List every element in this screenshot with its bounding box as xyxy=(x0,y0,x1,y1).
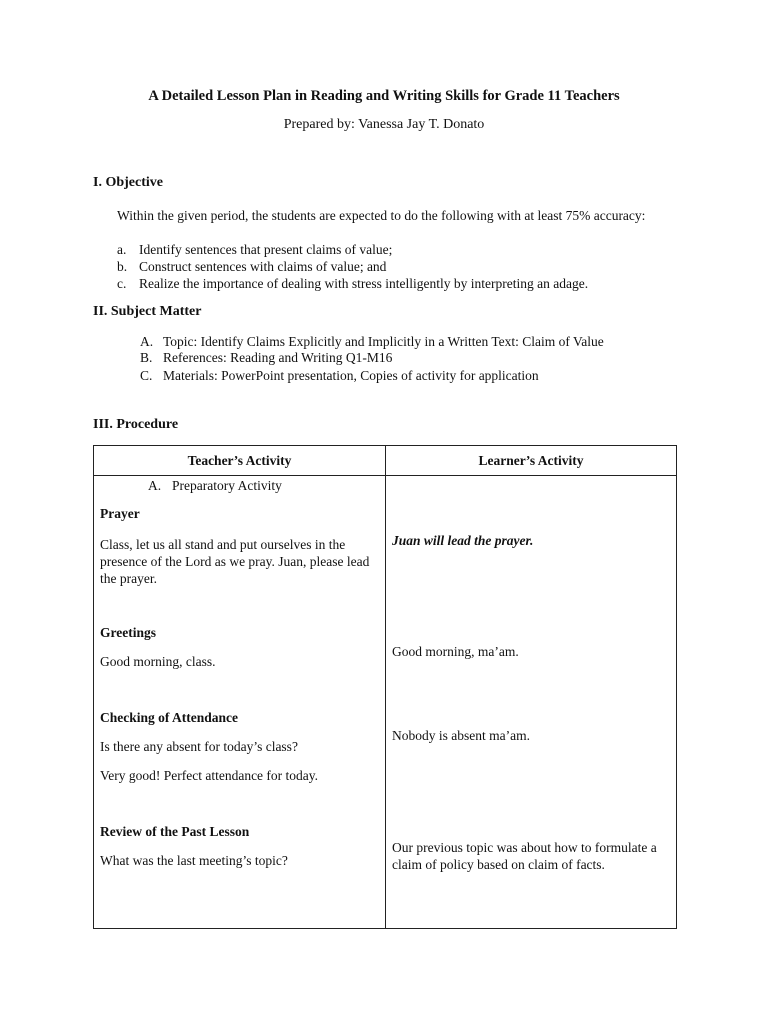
teacher-activity-cell xyxy=(94,476,386,929)
attendance-heading: Checking of Attendance xyxy=(100,710,238,725)
greetings-learner-response: Good morning, ma’am. xyxy=(392,644,519,659)
greetings-teacher-text: Good morning, class. xyxy=(100,654,216,669)
review-heading: Review of the Past Lesson xyxy=(100,824,250,839)
document-title: A Detailed Lesson Plan in Reading and Writing Skills for Grade 11 Teachers xyxy=(148,88,620,104)
procedure-heading: III. Procedure xyxy=(93,417,179,432)
preparatory-marker: A. xyxy=(148,478,162,493)
learner-activity-cell xyxy=(386,476,677,929)
teacher-activity-header: Teacher’s Activity xyxy=(94,446,386,476)
prayer-learner-response: Juan will lead the prayer. xyxy=(392,533,534,548)
prayer-heading: Prayer xyxy=(100,506,140,521)
subject-item-b-marker: B. xyxy=(140,350,153,365)
review-learner-response: Our previous topic was about how to formulate a claim of policy based on claim of facts. xyxy=(392,840,657,872)
procedure-table xyxy=(93,445,677,929)
procedure-table-row xyxy=(94,476,677,929)
learner-activity-header: Learner’s Activity xyxy=(386,446,677,476)
objective-heading: I. Objective xyxy=(93,175,163,190)
subject-item-c-marker: C. xyxy=(140,368,153,383)
objective-item-c: Realize the importance of dealing with stress intelligently by interpreting an adage. xyxy=(139,276,589,291)
objective-item-a: Identify sentences that present claims of value; xyxy=(139,242,393,257)
objective-item-a-marker: a. xyxy=(117,242,127,257)
objective-item-b-marker: b. xyxy=(117,259,128,274)
objective-intro: Within the given period, the students are expected to do the following with at least 75% accuracy: xyxy=(117,208,646,223)
preparatory-activity-label: Preparatory Activity xyxy=(172,478,282,493)
attendance-teacher-response: Very good! Perfect attendance for today. xyxy=(100,768,319,783)
subject-item-c: Materials: PowerPoint presentation, Copies of activity for application xyxy=(163,368,539,383)
objective-item-c-marker: c. xyxy=(117,276,127,291)
attendance-teacher-question: Is there any absent for today’s class? xyxy=(100,739,298,754)
subject-item-a-marker: A. xyxy=(140,334,154,349)
prayer-teacher-text: Class, let us all stand and put ourselves in the presence of the Lord as we pray. Juan, please lead the prayer. xyxy=(100,537,370,586)
subject-item-b: References: Reading and Writing Q1-M16 xyxy=(163,350,393,365)
subject-item-a: Topic: Identify Claims Explicitly and Implicitly in a Written Text: Claim of Value xyxy=(163,334,604,349)
prepared-by: Prepared by: Vanessa Jay T. Donato xyxy=(283,117,485,132)
review-teacher-question: What was the last meeting’s topic? xyxy=(100,853,288,868)
objective-item-b: Construct sentences with claims of value; and xyxy=(139,259,387,274)
greetings-heading: Greetings xyxy=(100,625,156,640)
procedure-table-header-row xyxy=(94,446,677,476)
attendance-learner-response: Nobody is absent ma’am. xyxy=(392,728,530,743)
subject-matter-heading: II. Subject Matter xyxy=(93,304,202,319)
